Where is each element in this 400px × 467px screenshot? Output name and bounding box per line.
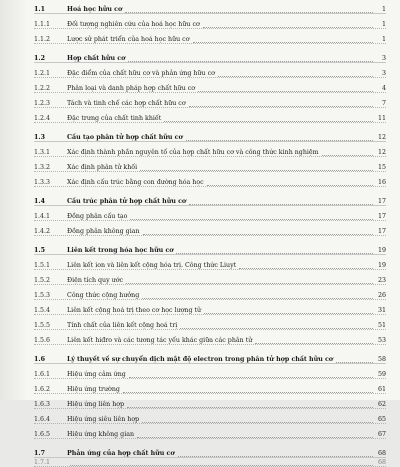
toc-page-number: 3: [381, 55, 386, 62]
toc-entry-number: 1.4: [34, 198, 45, 205]
toc-entry-title: Hiệu ứng không gian: [67, 431, 135, 438]
toc-page-number: 19: [377, 262, 386, 269]
toc-entry-title: Công thức cộng hưởng: [67, 292, 140, 299]
toc-entry-title: Hợp chất hữu cơ: [67, 55, 126, 62]
toc-entry-row: [34, 157, 386, 172]
toc-section-row: [34, 191, 386, 206]
toc-entry-row: [34, 108, 386, 123]
toc-entry-row: [34, 93, 386, 108]
toc-entry-title: Liên kết trong hóa học hữu cơ: [67, 247, 174, 254]
toc-section-row: [34, 349, 386, 364]
table-of-contents: [34, 0, 386, 467]
row-divider: [34, 122, 386, 123]
toc-entry-title: Lý thuyết về sự chuyển dịch mật độ electron trong phân tử hợp chất hữu cơ: [67, 356, 333, 363]
toc-entry-row: [34, 315, 386, 330]
toc-entry-row: [34, 172, 386, 187]
toc-page-number: 61: [377, 386, 386, 393]
toc-page-number: 17: [377, 198, 386, 205]
toc-page-number: 1: [381, 21, 386, 28]
toc-entry-title: Cấu trúc phân tử hợp chất hữu cơ: [67, 198, 187, 205]
toc-page-number: 58: [377, 356, 386, 363]
toc-entry-title: Hoá học hữu cơ: [67, 6, 123, 13]
toc-entry-number: 1.5.2: [34, 277, 51, 284]
toc-page-number: 7: [381, 100, 386, 107]
toc-entry-row: [34, 379, 386, 394]
toc-page-number: 65: [377, 416, 386, 423]
toc-entry-title: Đặc trưng của chất tinh khiết: [67, 115, 162, 122]
toc-entry-title: Đồng phân không gian: [67, 228, 140, 235]
toc-entry-number: 1.1.2: [34, 36, 51, 43]
toc-page-number: 68: [377, 450, 386, 457]
toc-entry-number: 1.3.2: [34, 164, 51, 171]
toc-section-row: [34, 240, 386, 255]
toc-entry-title: Đối tượng nghiên cứu của hoá học hữu cơ: [67, 21, 200, 28]
row-divider: [34, 344, 386, 345]
toc-section-row: [34, 48, 386, 63]
toc-entry-number: 1.6.4: [34, 416, 51, 423]
toc-entry-number: 1.3: [34, 134, 45, 141]
toc-entry-number: 1.6.1: [34, 371, 51, 378]
toc-entry-number: 1.5.4: [34, 307, 51, 314]
toc-entry-number: 1.2.2: [34, 85, 51, 92]
toc-entry-title: Phân loại và danh pháp hợp chất hữu cơ: [67, 85, 196, 92]
toc-entry-row: [34, 409, 386, 424]
toc-entry-title: Liên kết ion và liên kết cộng hóa trị. Công thức Liuyt: [67, 262, 237, 269]
toc-entry-row: [34, 14, 386, 29]
row-divider: [34, 235, 386, 236]
toc-entry-number: 1.6.2: [34, 386, 51, 393]
toc-entry-title: Hiệu ứng trường: [67, 386, 120, 393]
toc-entry-title: Liên kết cộng hoá trị theo cơ học lượng tử: [67, 307, 202, 314]
toc-entry-title: Cấu tạo phân tử hợp chất hữu cơ: [67, 134, 183, 141]
toc-page-number: 31: [377, 307, 386, 314]
toc-page-number: 12: [377, 149, 386, 156]
toc-entry-row: [34, 364, 386, 379]
toc-entry-number: 1.6.3: [34, 401, 51, 408]
toc-page-number: 67: [377, 431, 386, 438]
toc-entry-row: [34, 394, 386, 409]
toc-entry-number: 1.3.1: [34, 149, 51, 156]
toc-entry-row: [34, 206, 386, 221]
toc-entry-title: Xác định phân tử khối: [67, 164, 138, 171]
toc-entry-number: 1.5.6: [34, 337, 51, 344]
toc-page-number: 51: [377, 322, 386, 329]
toc-page-number: 4: [381, 85, 386, 92]
toc-entry-title: Hiệu ứng siêu liên hợp: [67, 416, 140, 423]
toc-entry-row: [34, 29, 386, 44]
toc-entry-number: 1.1.1: [34, 21, 51, 28]
toc-entry-title: Liên kết hiđro và các tương tác yếu khác giữa các phân tử: [67, 337, 253, 344]
toc-entry-number: 1.6: [34, 356, 45, 363]
toc-page-number: 19: [377, 247, 386, 254]
toc-entry-number: 1.1: [34, 6, 45, 13]
toc-entry-row: [34, 458, 386, 467]
toc-entry-title: Lược sử phát triển của hoá học hữu cơ: [67, 36, 190, 43]
toc-page-number: 15: [377, 164, 386, 171]
toc-page-number: 17: [377, 228, 386, 235]
toc-entry-row: [34, 300, 386, 315]
toc-entry-title: Hiệu ứng liên hợp: [67, 401, 125, 408]
toc-section-row: [34, 443, 386, 458]
toc-entry-number: 1.5.1: [34, 262, 51, 269]
toc-page-number: 3: [381, 70, 386, 77]
row-divider: [34, 43, 386, 44]
toc-entry-number: 1.2: [34, 55, 45, 62]
toc-page-number: 68: [377, 459, 386, 466]
toc-entry-row: [34, 255, 386, 270]
toc-entry-row: [34, 63, 386, 78]
toc-entry-number: 1.7: [34, 450, 45, 457]
toc-entry-title: Xác định thành phần nguyên tố của hợp chất hữu cơ và công thức kinh nghiệm: [67, 149, 319, 156]
toc-entry-row: [34, 142, 386, 157]
toc-entry-title: Đặc điểm của chất hữu cơ và phản ứng hữu cơ: [67, 70, 215, 77]
toc-entry-title: Tách và tinh chế các hợp chất hữu cơ: [67, 100, 186, 107]
toc-entry-row: [34, 330, 386, 345]
toc-section-row: [34, 127, 386, 142]
toc-entry-number: 1.7.1: [34, 459, 51, 466]
toc-entry-number: 1.2.1: [34, 70, 51, 77]
toc-section-row: [34, 0, 386, 14]
toc-page-number: 53: [377, 337, 386, 344]
toc-entry-title: Hiệu ứng cảm ứng: [67, 371, 126, 378]
toc-entry-title: Tính chất của liên kết cộng hoá trị: [67, 322, 178, 329]
toc-entry-title: Xác định cấu trúc bằng con đường hóa học: [67, 179, 204, 186]
toc-entry-row: [34, 270, 386, 285]
toc-entry-number: 1.2.4: [34, 115, 51, 122]
toc-page-number: 16: [377, 179, 386, 186]
toc-entry-title: Đồng phân cấu tạo: [67, 213, 128, 220]
toc-entry-number: 1.4.1: [34, 213, 51, 220]
toc-entry-title: Phản ứng của hợp chất hữu cơ: [67, 450, 175, 457]
toc-entry-row: [34, 78, 386, 93]
toc-entry-row: [34, 221, 386, 236]
row-divider: [34, 186, 386, 187]
toc-page-number: 17: [377, 213, 386, 220]
toc-entry-row: [34, 285, 386, 300]
toc-entry-number: 1.3.3: [34, 179, 51, 186]
page-edge-shadow: [0, 0, 28, 400]
toc-entry-number: 1.5.3: [34, 292, 51, 299]
toc-entry-number: 1.6.5: [34, 431, 51, 438]
toc-entry-number: 1.5.5: [34, 322, 51, 329]
row-divider: [34, 438, 386, 439]
toc-page-number: 1: [381, 6, 386, 13]
toc-page-number: 23: [377, 277, 386, 284]
toc-page-number: 26: [377, 292, 386, 299]
toc-entry-title: Điện tích quy ước: [67, 277, 124, 284]
toc-page-number: 62: [377, 401, 386, 408]
toc-page-number: 11: [377, 115, 386, 122]
toc-page-number: 1: [381, 36, 386, 43]
toc-entry-number: 1.2.3: [34, 100, 51, 107]
toc-page-number: 12: [377, 134, 386, 141]
toc-entry-row: [34, 424, 386, 439]
toc-entry-number: 1.5: [34, 247, 45, 254]
toc-entry-number: 1.4.2: [34, 228, 51, 235]
toc-page-number: 59: [377, 371, 386, 378]
